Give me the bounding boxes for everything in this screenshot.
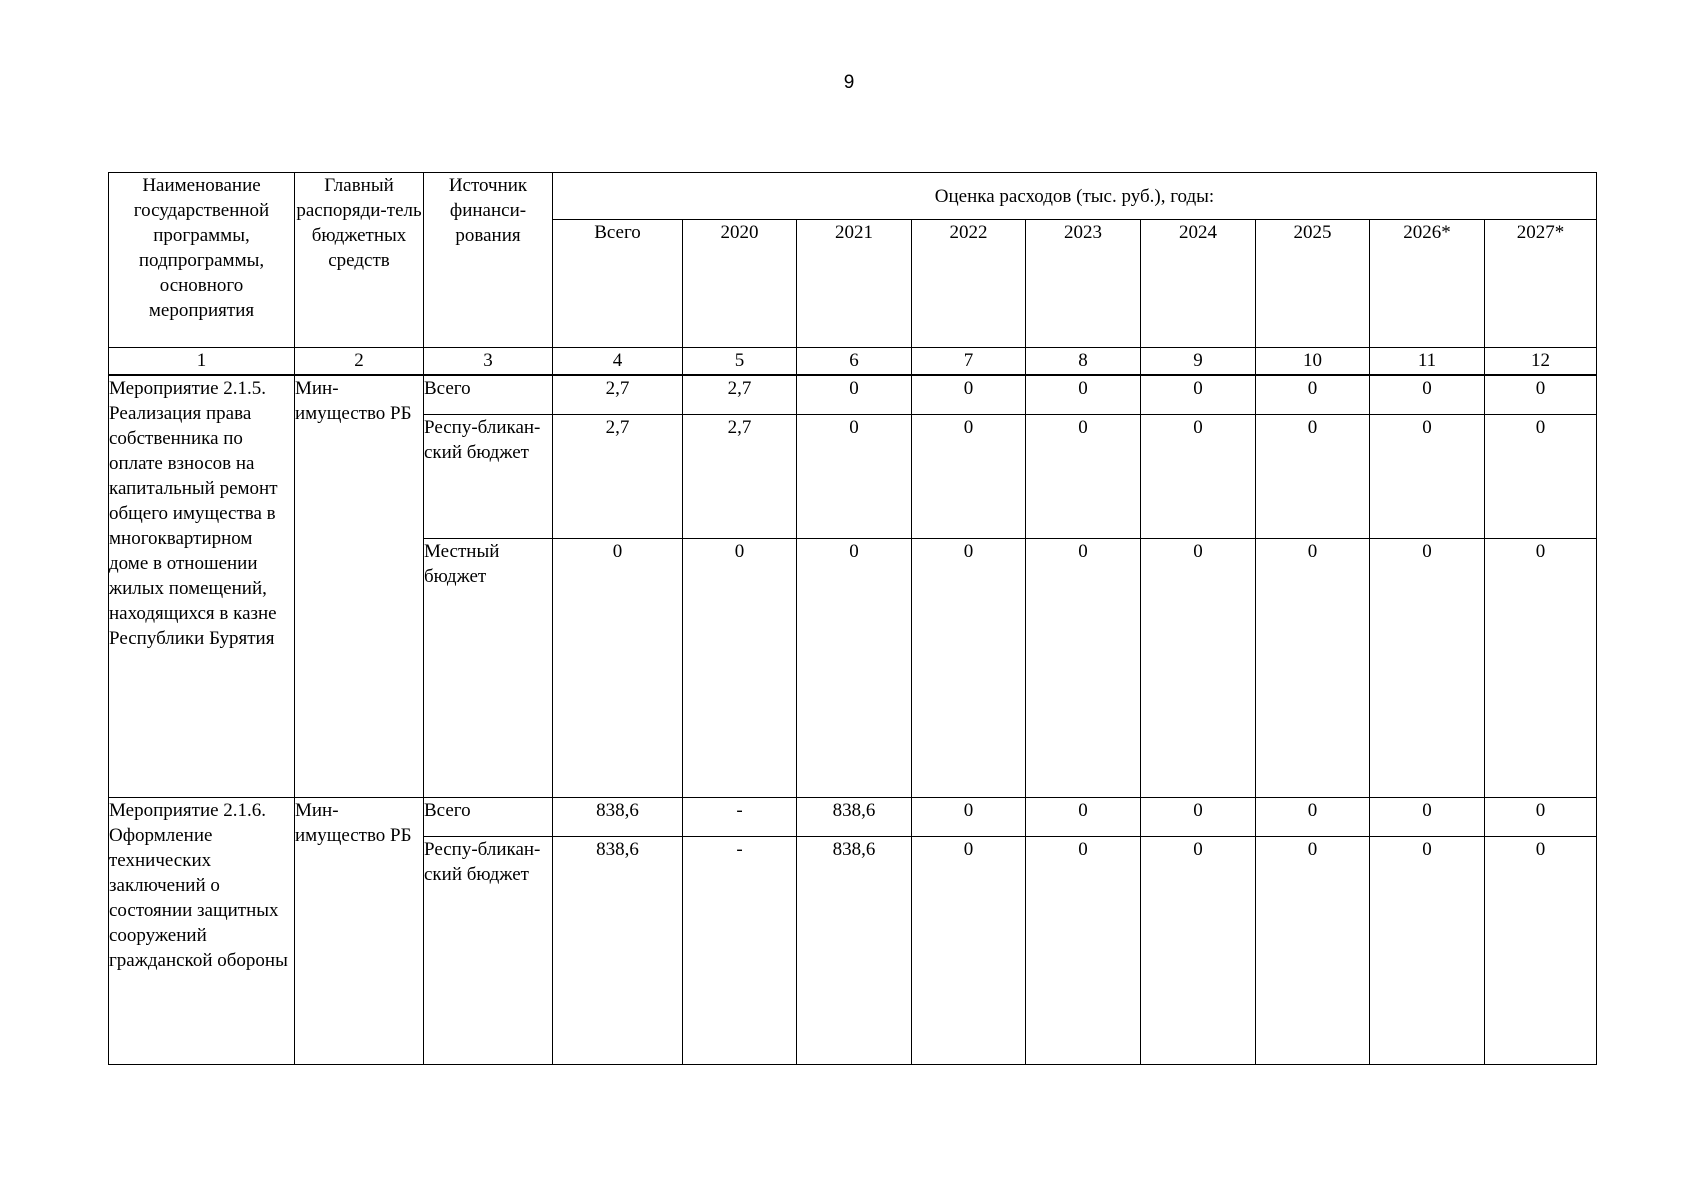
value-cell: 0: [1256, 539, 1370, 798]
header-year: 2026*: [1370, 220, 1485, 348]
value-cell: 0: [797, 415, 912, 539]
value-cell: 0: [1485, 415, 1597, 539]
value-cell: 0: [683, 539, 797, 798]
value-cell: 0: [1256, 837, 1370, 1065]
value-cell: 0: [1141, 415, 1256, 539]
value-cell: 838,6: [553, 798, 683, 837]
header-year: 2023: [1026, 220, 1141, 348]
value-cell: 0: [912, 798, 1026, 837]
column-number: 1: [109, 348, 295, 376]
funding-source: Респу-бликан-ский бюджет: [424, 837, 553, 1065]
funding-source: Местный бюджет: [424, 539, 553, 798]
value-cell: 0: [1370, 837, 1485, 1065]
responsible-body: Мин-имущество РБ: [295, 375, 424, 798]
column-number: 6: [797, 348, 912, 376]
funding-source: Всего: [424, 375, 553, 415]
value-cell: -: [683, 837, 797, 1065]
column-number: 7: [912, 348, 1026, 376]
column-number: 4: [553, 348, 683, 376]
column-number: 12: [1485, 348, 1597, 376]
value-cell: 0: [1026, 798, 1141, 837]
value-cell: 0: [1256, 798, 1370, 837]
value-cell: 0: [1026, 375, 1141, 415]
column-numbers-row: [109, 348, 1597, 376]
table-row: [109, 375, 1597, 415]
value-cell: 2,7: [553, 375, 683, 415]
column-number: 8: [1026, 348, 1141, 376]
value-cell: 0: [1485, 375, 1597, 415]
value-cell: 2,7: [683, 375, 797, 415]
value-cell: 0: [797, 375, 912, 415]
header-year: 2021: [797, 220, 912, 348]
value-cell: 2,7: [683, 415, 797, 539]
funding-source: Всего: [424, 798, 553, 837]
value-cell: 0: [1370, 415, 1485, 539]
value-cell: 0: [1485, 798, 1597, 837]
value-cell: 0: [912, 415, 1026, 539]
page-number: 9: [843, 72, 855, 93]
value-cell: 0: [1485, 539, 1597, 798]
activity-name: Мероприятие 2.1.5. Реализация права собственника по оплате взносов на капитальный ремонт общего имущества в многоквартирном доме в отношении жилых помещений, находящихся в казне Республики Бурятия: [109, 375, 295, 798]
header-row: [109, 173, 1597, 220]
column-number: 10: [1256, 348, 1370, 376]
value-cell: 0: [553, 539, 683, 798]
header-year: 2025: [1256, 220, 1370, 348]
value-cell: 0: [1141, 375, 1256, 415]
header-year: 2020: [683, 220, 797, 348]
value-cell: 0: [1141, 837, 1256, 1065]
value-cell: -: [683, 798, 797, 837]
budget-table: [108, 172, 1597, 1065]
header-year: Всего: [553, 220, 683, 348]
value-cell: 0: [1256, 415, 1370, 539]
header-year: 2027*: [1485, 220, 1597, 348]
value-cell: 838,6: [553, 837, 683, 1065]
funding-source: Респу-бликан-ский бюджет: [424, 415, 553, 539]
value-cell: 0: [1485, 837, 1597, 1065]
table-row: [109, 798, 1597, 837]
value-cell: 0: [1026, 415, 1141, 539]
column-number: 3: [424, 348, 553, 376]
header-year: 2024: [1141, 220, 1256, 348]
value-cell: 0: [912, 375, 1026, 415]
value-cell: 0: [1370, 375, 1485, 415]
header-year: 2022: [912, 220, 1026, 348]
value-cell: 0: [1026, 539, 1141, 798]
value-cell: 0: [912, 539, 1026, 798]
activity-name: Мероприятие 2.1.6. Оформление технических заключений о состоянии защитных сооружений гражданской обороны: [109, 798, 295, 1065]
value-cell: 838,6: [797, 798, 912, 837]
value-cell: 838,6: [797, 837, 912, 1065]
value-cell: 0: [1256, 375, 1370, 415]
value-cell: 0: [912, 837, 1026, 1065]
header-responsible-column: Главный распоряди-тель бюджетных средств: [295, 173, 424, 348]
value-cell: 0: [1370, 798, 1485, 837]
column-number: 2: [295, 348, 424, 376]
column-number: 5: [683, 348, 797, 376]
value-cell: 0: [1141, 798, 1256, 837]
value-cell: 0: [1026, 837, 1141, 1065]
value-cell: 2,7: [553, 415, 683, 539]
header-source-column: Источник финанси-рования: [424, 173, 553, 348]
value-cell: 0: [1370, 539, 1485, 798]
responsible-body: Мин-имущество РБ: [295, 798, 424, 1065]
column-number: 9: [1141, 348, 1256, 376]
header-expenses-group: Оценка расходов (тыс. руб.), годы:: [553, 173, 1597, 220]
value-cell: 0: [797, 539, 912, 798]
value-cell: 0: [1141, 539, 1256, 798]
header-name-column: Наименование государственной программы, подпрограммы, основного мероприятия: [109, 173, 295, 348]
column-number: 11: [1370, 348, 1485, 376]
